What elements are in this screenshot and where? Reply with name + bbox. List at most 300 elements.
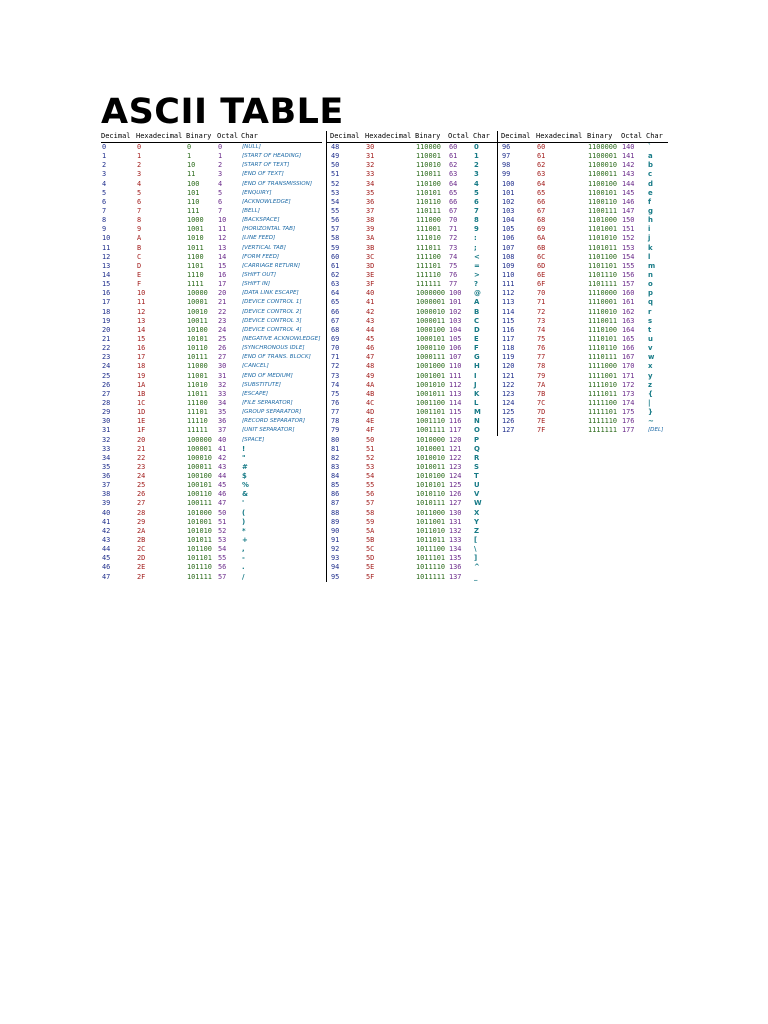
- cell-binary: 111111: [416, 280, 441, 289]
- table-row: [498, 198, 668, 207]
- table-row: [101, 454, 322, 463]
- table-row: [101, 198, 322, 207]
- cell-char: v: [648, 344, 653, 353]
- cell-hex: 50: [366, 435, 375, 444]
- cell-hex: 3D: [366, 261, 375, 270]
- cell-binary: 1111101: [588, 408, 618, 417]
- cell-hex: 39: [366, 225, 375, 234]
- table-row: [498, 253, 668, 262]
- cell-hex: 27: [137, 499, 146, 508]
- cell-hex: 4F: [366, 426, 375, 435]
- cell-binary: 100010: [187, 453, 212, 462]
- cell-binary: 1010001: [416, 444, 446, 453]
- cell-binary: 1100: [187, 252, 204, 261]
- table-row: [327, 262, 497, 271]
- cell-octal: 175: [622, 408, 635, 417]
- cell-hex: 66: [537, 197, 546, 206]
- cell-char: c: [648, 170, 653, 179]
- table-row: [101, 426, 322, 435]
- table-row: [498, 207, 668, 216]
- cell-binary: 110110: [416, 197, 441, 206]
- cell-binary: 11000: [187, 362, 208, 371]
- cell-octal: 111: [449, 371, 462, 380]
- table-row: [498, 271, 668, 280]
- cell-hex: 37: [366, 206, 375, 215]
- cell-binary: 1010101: [416, 481, 446, 490]
- cell-char: [END OF TRANSMISSION]: [242, 180, 313, 187]
- cell-octal: 70: [449, 216, 458, 225]
- cell-char: [NEGATIVE ACKNOWLEDGE]: [242, 335, 321, 342]
- cell-binary: 1011010: [416, 526, 446, 535]
- cell-hex: 6: [137, 197, 142, 206]
- cell-hex: 69: [537, 225, 546, 234]
- cell-hex: 5C: [366, 545, 375, 554]
- cell-char: [SYNCHRONOUS IDLE]: [242, 345, 305, 352]
- table-row: [498, 381, 668, 390]
- cell-binary: 1111010: [588, 380, 618, 389]
- table-row: [101, 499, 322, 508]
- cell-decimal: 50: [331, 161, 340, 170]
- table-row: [498, 143, 668, 152]
- cell-octal: 176: [622, 417, 635, 426]
- cell-hex: 78: [537, 362, 546, 371]
- cell-octal: 150: [622, 216, 635, 225]
- cell-binary: 11111: [187, 426, 208, 435]
- cell-hex: 62: [537, 161, 546, 170]
- cell-binary: 1101111: [588, 280, 618, 289]
- cell-decimal: 127: [502, 426, 515, 435]
- cell-char: ": [242, 453, 246, 462]
- cell-binary: 1101011: [588, 243, 618, 252]
- cell-binary: 11110: [187, 417, 208, 426]
- cell-char: [END OF MEDIUM]: [242, 372, 293, 379]
- table-row: [498, 399, 668, 408]
- cell-hex: 17: [137, 353, 146, 362]
- cell-binary: 110001: [416, 152, 441, 161]
- table-row: [498, 353, 668, 362]
- table-body: [498, 143, 668, 436]
- cell-char: [DEVICE CONTROL 3]: [242, 317, 302, 324]
- cell-octal: 143: [622, 170, 635, 179]
- cell-binary: 101110: [187, 563, 212, 572]
- cell-binary: 111: [187, 206, 200, 215]
- cell-binary: 1001110: [416, 417, 446, 426]
- cell-decimal: 99: [502, 170, 511, 179]
- cell-octal: 112: [449, 380, 462, 389]
- table-row: [101, 170, 322, 179]
- cell-octal: 172: [622, 380, 635, 389]
- table-row: [101, 143, 322, 152]
- cell-hex: 1D: [137, 408, 146, 417]
- cell-hex: 4A: [366, 380, 375, 389]
- cell-char: T: [474, 472, 479, 481]
- cell-octal: 155: [622, 261, 635, 270]
- cell-char: [DATA LINK ESCAPE]: [242, 290, 299, 297]
- table-row: [498, 225, 668, 234]
- cell-octal: 22: [218, 307, 227, 316]
- cell-decimal: 111: [502, 280, 515, 289]
- cell-binary: 101001: [187, 517, 212, 526]
- cell-binary: 11001: [187, 371, 208, 380]
- cell-octal: 6: [218, 197, 223, 206]
- cell-octal: 164: [622, 325, 635, 334]
- cell-binary: 1110000: [588, 289, 618, 298]
- table-row: [327, 436, 497, 445]
- table-row: [327, 454, 497, 463]
- cell-octal: 147: [622, 206, 635, 215]
- cell-hex: 41: [366, 298, 375, 307]
- cell-decimal: 121: [502, 371, 515, 380]
- cell-decimal: 69: [331, 334, 340, 343]
- cell-octal: 123: [449, 462, 462, 471]
- table-row: [327, 527, 497, 536]
- cell-hex: 40: [366, 289, 375, 298]
- cell-binary: 10100: [187, 325, 208, 334]
- cell-octal: 13: [218, 243, 227, 252]
- cell-decimal: 51: [331, 170, 340, 179]
- cell-octal: 113: [449, 389, 462, 398]
- cell-decimal: 97: [502, 152, 511, 161]
- cell-binary: 1001101: [416, 408, 446, 417]
- cell-binary: 1001111: [416, 426, 446, 435]
- cell-char: ~: [648, 417, 654, 426]
- table-row: [327, 372, 497, 381]
- cell-char: /: [242, 572, 245, 581]
- cell-hex: 1A: [137, 380, 146, 389]
- table-row: [101, 436, 322, 445]
- table-row: [101, 161, 322, 170]
- cell-binary: 1100000: [588, 143, 618, 151]
- cell-hex: E: [137, 270, 142, 279]
- cell-char: ): [242, 517, 246, 526]
- cell-hex: 5A: [366, 526, 375, 535]
- cell-char: A: [474, 298, 480, 307]
- table-row: [101, 308, 322, 317]
- cell-octal: 76: [449, 270, 458, 279]
- cell-hex: 63: [537, 170, 546, 179]
- cell-decimal: 67: [331, 316, 340, 325]
- cell-binary: 1010100: [416, 472, 446, 481]
- cell-binary: 1001011: [416, 389, 446, 398]
- cell-char: 5: [474, 188, 479, 197]
- cell-binary: 1110101: [588, 334, 618, 343]
- cell-decimal: 65: [331, 298, 340, 307]
- cell-decimal: 71: [331, 353, 340, 362]
- cell-binary: 1111001: [588, 371, 618, 380]
- cell-hex: 46: [366, 344, 375, 353]
- cell-char: r: [648, 307, 652, 316]
- cell-hex: 73: [537, 316, 546, 325]
- table-row: [101, 381, 322, 390]
- cell-octal: 131: [449, 517, 462, 526]
- cell-octal: 165: [622, 334, 635, 343]
- header-char: Char: [473, 132, 490, 140]
- cell-hex: 70: [537, 289, 546, 298]
- cell-decimal: 125: [502, 408, 515, 417]
- cell-decimal: 34: [102, 453, 111, 462]
- cell-binary: 101000: [187, 508, 212, 517]
- cell-decimal: 85: [331, 481, 340, 490]
- cell-octal: 67: [449, 206, 458, 215]
- cell-char: _: [474, 572, 478, 581]
- table-row: [498, 152, 668, 161]
- cell-decimal: 13: [102, 261, 111, 270]
- cell-char: -: [242, 554, 245, 563]
- cell-binary: 1111100: [588, 398, 618, 407]
- cell-octal: 55: [218, 554, 227, 563]
- cell-hex: 1: [137, 152, 142, 161]
- cell-octal: 11: [218, 225, 227, 234]
- cell-char: 2: [474, 161, 479, 170]
- cell-char: [NULL]: [242, 144, 261, 150]
- cell-octal: 107: [449, 353, 462, 362]
- table-row: [101, 317, 322, 326]
- cell-decimal: 1: [102, 152, 107, 161]
- cell-decimal: 48: [331, 143, 340, 151]
- cell-decimal: 41: [102, 517, 111, 526]
- cell-hex: 52: [366, 453, 375, 462]
- cell-char: [CANCEL]: [242, 363, 269, 370]
- table-row: [327, 207, 497, 216]
- cell-octal: 34: [218, 398, 227, 407]
- cell-char: i: [648, 225, 651, 234]
- cell-binary: 100011: [187, 462, 212, 471]
- cell-binary: 1001100: [416, 398, 446, 407]
- cell-hex: 68: [537, 216, 546, 225]
- cell-binary: 1000001: [416, 298, 446, 307]
- cell-char: =: [474, 261, 480, 270]
- page-title: ASCII TABLE: [101, 92, 344, 132]
- cell-decimal: 44: [102, 545, 111, 554]
- ascii-table-block-1: [101, 131, 322, 582]
- cell-hex: 14: [137, 325, 146, 334]
- cell-hex: 20: [137, 435, 146, 444]
- cell-decimal: 6: [102, 197, 107, 206]
- cell-octal: 122: [449, 453, 462, 462]
- cell-binary: 100101: [187, 481, 212, 490]
- cell-decimal: 115: [502, 316, 515, 325]
- cell-decimal: 100: [502, 179, 515, 188]
- cell-octal: 65: [449, 188, 458, 197]
- cell-hex: 10: [137, 289, 146, 298]
- cell-octal: 101: [449, 298, 462, 307]
- cell-decimal: 116: [502, 325, 515, 334]
- cell-char: [START OF HEADING]: [242, 153, 302, 160]
- cell-binary: 11010: [187, 380, 208, 389]
- header-decimal: Decimal: [330, 132, 360, 140]
- cell-binary: 10010: [187, 307, 208, 316]
- cell-decimal: 95: [331, 572, 340, 581]
- cell-char: Q: [474, 444, 480, 453]
- table-row: [327, 408, 497, 417]
- cell-binary: 1111111: [588, 426, 618, 435]
- cell-hex: 64: [537, 179, 546, 188]
- cell-char: [SPACE]: [242, 436, 265, 443]
- cell-char: (: [242, 508, 246, 517]
- table-row: [101, 399, 322, 408]
- cell-char: ^: [474, 563, 480, 572]
- cell-binary: 1010010: [416, 453, 446, 462]
- cell-binary: 1101: [187, 261, 204, 270]
- table-row: [327, 253, 497, 262]
- cell-hex: 6F: [537, 280, 546, 289]
- cell-binary: 10111: [187, 353, 208, 362]
- table-row: [327, 289, 497, 298]
- cell-binary: 1000100: [416, 325, 446, 334]
- cell-hex: D: [137, 261, 142, 270]
- cell-decimal: 64: [331, 289, 340, 298]
- table-row: [498, 189, 668, 198]
- cell-hex: 3: [137, 170, 142, 179]
- cell-decimal: 11: [102, 243, 111, 252]
- cell-hex: 6E: [537, 270, 546, 279]
- cell-octal: 71: [449, 225, 458, 234]
- table-row: [498, 390, 668, 399]
- cell-octal: 160: [622, 289, 635, 298]
- table-row: [498, 280, 668, 289]
- table-row: [327, 189, 497, 198]
- cell-binary: 110101: [416, 188, 441, 197]
- cell-decimal: 83: [331, 462, 340, 471]
- cell-char: &: [242, 490, 249, 499]
- table-row: [327, 143, 497, 152]
- cell-char: \: [474, 545, 477, 554]
- cell-binary: 10: [187, 161, 196, 170]
- cell-char: C: [474, 316, 480, 325]
- cell-decimal: 73: [331, 371, 340, 380]
- table-row: [327, 481, 497, 490]
- table-row: [327, 335, 497, 344]
- header-decimal: Decimal: [101, 132, 131, 140]
- table-row: [327, 308, 497, 317]
- table-row: [327, 280, 497, 289]
- cell-binary: 110010: [416, 161, 441, 170]
- table-row: [498, 234, 668, 243]
- cell-octal: 116: [449, 417, 462, 426]
- cell-binary: 100110: [187, 490, 212, 499]
- cell-decimal: 126: [502, 417, 515, 426]
- cell-char: e: [648, 188, 653, 197]
- cell-char: [BELL]: [242, 207, 260, 214]
- cell-char: [SHIFT IN]: [242, 281, 271, 288]
- cell-octal: 31: [218, 371, 227, 380]
- cell-binary: 101: [187, 188, 200, 197]
- cell-decimal: 93: [331, 554, 340, 563]
- cell-binary: 11011: [187, 389, 208, 398]
- cell-hex: 34: [366, 179, 375, 188]
- cell-char: [DEL]: [648, 427, 664, 434]
- cell-decimal: 17: [102, 298, 111, 307]
- table-row: [327, 271, 497, 280]
- cell-octal: 20: [218, 289, 227, 298]
- cell-decimal: 63: [331, 280, 340, 289]
- cell-hex: 71: [537, 298, 546, 307]
- header-hexadecimal: Hexadecimal: [136, 132, 183, 140]
- cell-decimal: 92: [331, 545, 340, 554]
- table-row: [327, 362, 497, 371]
- cell-hex: 48: [366, 362, 375, 371]
- cell-octal: 27: [218, 353, 227, 362]
- cell-octal: 145: [622, 188, 635, 197]
- cell-decimal: 3: [102, 170, 107, 179]
- table-row: [101, 234, 322, 243]
- cell-decimal: 75: [331, 389, 340, 398]
- table-row: [101, 563, 322, 572]
- table-row: [498, 298, 668, 307]
- cell-hex: 58: [366, 508, 375, 517]
- cell-hex: 5E: [366, 563, 375, 572]
- cell-octal: 32: [218, 380, 227, 389]
- cell-octal: 61: [449, 152, 458, 161]
- cell-decimal: 26: [102, 380, 111, 389]
- cell-hex: 2C: [137, 545, 146, 554]
- table-row: [101, 490, 322, 499]
- cell-decimal: 35: [102, 462, 111, 471]
- cell-octal: 74: [449, 252, 458, 261]
- cell-binary: 1000: [187, 216, 204, 225]
- cell-octal: 43: [218, 462, 227, 471]
- cell-binary: 110111: [416, 206, 441, 215]
- table-row: [498, 216, 668, 225]
- cell-octal: 24: [218, 325, 227, 334]
- cell-octal: 127: [449, 499, 462, 508]
- cell-char: K: [474, 389, 480, 398]
- cell-decimal: 82: [331, 453, 340, 462]
- cell-binary: 1000111: [416, 353, 446, 362]
- cell-decimal: 25: [102, 371, 111, 380]
- cell-decimal: 60: [331, 252, 340, 261]
- cell-hex: 77: [537, 353, 546, 362]
- table-row: [327, 170, 497, 179]
- cell-hex: 2: [137, 161, 142, 170]
- table-row: [327, 426, 497, 435]
- cell-binary: 101111: [187, 572, 212, 581]
- cell-octal: 54: [218, 545, 227, 554]
- cell-hex: 1C: [137, 398, 146, 407]
- cell-octal: 57: [218, 572, 227, 581]
- cell-octal: 17: [218, 280, 227, 289]
- cell-hex: 6C: [537, 252, 546, 261]
- cell-decimal: 22: [102, 344, 111, 353]
- cell-decimal: 91: [331, 536, 340, 545]
- cell-decimal: 102: [502, 197, 515, 206]
- cell-char: [END OF TRANS. BLOCK]: [242, 354, 311, 361]
- cell-decimal: 21: [102, 334, 111, 343]
- cell-char: [ACKNOWLEDGE]: [242, 198, 291, 205]
- cell-decimal: 5: [102, 188, 107, 197]
- cell-octal: 64: [449, 179, 458, 188]
- cell-binary: 1110011: [588, 316, 618, 325]
- cell-binary: 10001: [187, 298, 208, 307]
- table-row: [498, 244, 668, 253]
- cell-binary: 1011111: [416, 572, 446, 581]
- table-row: [101, 344, 322, 353]
- cell-char: 7: [474, 206, 479, 215]
- cell-octal: 37: [218, 426, 227, 435]
- cell-binary: 10011: [187, 316, 208, 325]
- cell-char: [VERTICAL TAB]: [242, 244, 286, 251]
- cell-octal: 12: [218, 234, 227, 243]
- table-row: [327, 545, 497, 554]
- cell-decimal: 8: [102, 216, 107, 225]
- cell-octal: 157: [622, 280, 635, 289]
- cell-char: D: [474, 325, 480, 334]
- cell-octal: 162: [622, 307, 635, 316]
- table-row: [327, 225, 497, 234]
- cell-octal: 121: [449, 444, 462, 453]
- cell-decimal: 7: [102, 206, 107, 215]
- cell-octal: 120: [449, 435, 462, 444]
